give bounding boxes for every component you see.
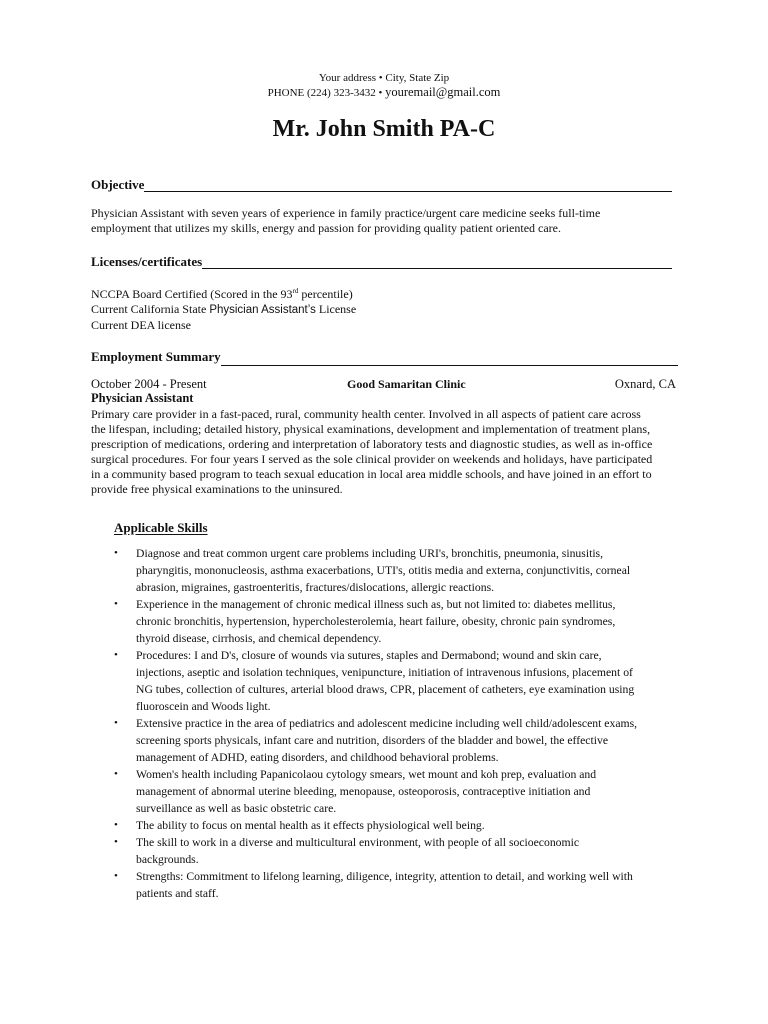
skill-line: Procedures: I and D's, closure of wounds via sutures, staples and Dermabond; wound and skin care,	[136, 649, 602, 662]
skill-line: screening sports physicals, infant care and nutrition, disorders of the bladder and bowel, the effective	[136, 734, 609, 747]
skill-line: The ability to focus on mental health as it effects physiological well being.	[136, 819, 485, 832]
skill-line: management of ADHD, eating disorders, and childhood behavioral problems.	[136, 751, 499, 764]
license-ca-role: Physician Assistant’s	[209, 304, 316, 316]
applicant-name: Mr. John Smith PA-C	[272, 116, 496, 142]
employment-heading: Employment Summary	[91, 349, 221, 364]
license-nccpa-suffix: percentile)	[298, 287, 353, 301]
license-line-dea: Current DEA license	[91, 318, 191, 332]
employment-line: in a community based program to teach sexual education in local area middle schools, and have joined in an effort to	[91, 467, 652, 481]
license-ca-prefix: Current California State	[91, 302, 210, 316]
skills-heading: Applicable Skills	[114, 520, 208, 535]
skill-line: Women's health including Papanicolaou cytology smears, wet mount and koh prep, evaluation and	[136, 768, 597, 781]
licenses-rule	[202, 268, 672, 269]
skill-line: backgrounds.	[136, 853, 199, 866]
skill-line: Diagnose and treat common urgent care problems including URI's, bronchitis, pneumonia, sinusitis,	[136, 547, 604, 560]
employment-line: prescription of medications, ordering and interpretation of laboratory tests and diagnostic studies, as well as in-office	[91, 437, 653, 451]
skill-item	[136, 868, 696, 902]
objective-line: Physician Assistant with seven years of experience in family practice/urgent care medicine seeks full-time	[91, 206, 601, 220]
skill-line: Experience in the management of chronic medical illness such as, but not limited to: diabetes mellitus,	[136, 598, 616, 611]
skill-line: Strengths: Commitment to lifelong learning, diligence, integrity, attention to detail, and working well with	[136, 870, 633, 883]
skill-line: fluoroscein and Woods light.	[136, 700, 271, 713]
bullet-icon: •	[114, 649, 118, 661]
objective-line: employment that utilizes my skills, energy and passion for providing quality patient oriented care.	[91, 221, 562, 235]
employment-header-row	[91, 376, 676, 392]
license-line-nccpa	[91, 287, 691, 302]
employer-name: Good Samaritan Clinic	[347, 377, 466, 391]
objective-rule	[144, 191, 672, 192]
skill-line: patients and staff.	[136, 887, 219, 900]
bullet-icon: •	[114, 819, 118, 831]
skill-item	[136, 545, 696, 596]
skill-line: abrasion, migraines, gastroenteritis, fractures/dislocations, allergic reactions.	[136, 581, 495, 594]
skill-line: NG tubes, collection of cultures, arterial blood draws, CPR, placement of catheters, eye examination using	[136, 683, 635, 696]
skill-line: thyroid disease, cirrhosis, and chemical dependency.	[136, 632, 382, 645]
employment-description	[91, 407, 691, 497]
license-nccpa-text: NCCPA Board Certified (Scored in the 93	[91, 287, 293, 301]
bullet-icon: •	[114, 598, 118, 610]
license-ca-suffix: License	[315, 302, 357, 316]
contact-address: Your address • City, State Zip	[318, 72, 450, 84]
licenses-heading: Licenses/certificates	[91, 254, 203, 269]
contact-phone: PHONE (224) 323-3432 •	[267, 87, 383, 99]
ordinal-suffix: rd	[292, 287, 299, 295]
employment-line: the lifespan, including; detailed history, physical examinations, development and implementation of treatment plans,	[91, 422, 651, 436]
bullet-icon: •	[114, 768, 118, 780]
skill-item	[136, 596, 696, 647]
skill-item	[136, 817, 696, 834]
contact-phone-email	[0, 85, 768, 100]
employment-line: Primary care provider in a fast-paced, rural, community health center. Involved in all aspects of patient care across	[91, 407, 641, 421]
employment-rule	[221, 365, 678, 366]
skill-item	[136, 834, 696, 868]
bullet-icon: •	[114, 547, 118, 559]
bullet-icon: •	[114, 836, 118, 848]
skill-line: chronic bronchitis, hypertension, hypercholesterolemia, heart failure, obesity, chronic pain syndromes,	[136, 615, 616, 628]
employment-line: surgical procedures. For four years I served as the sole clinical provider on weekends and holidays, have participated	[91, 452, 653, 466]
employment-location: Oxnard, CA	[614, 377, 676, 391]
skill-line: Extensive practice in the area of pediatrics and adolescent medicine including well child/adolescent exams,	[136, 717, 638, 730]
skill-item	[136, 766, 696, 817]
objective-heading: Objective	[91, 177, 145, 192]
bullet-icon: •	[114, 717, 118, 729]
license-line-california	[91, 302, 691, 318]
licenses-text	[91, 287, 691, 333]
skill-line: The skill to work in a diverse and multicultural environment, with people of all socioeconomic	[136, 836, 580, 849]
skill-item	[136, 647, 696, 715]
job-title: Physician Assistant	[91, 391, 194, 405]
contact-email: youremail@gmail.com	[385, 85, 501, 99]
skill-line: surveillance as well as basic obstetric care.	[136, 802, 337, 815]
employment-dates: October 2004 - Present	[91, 377, 207, 391]
skill-line: management of abnormal uterine bleeding, menopause, osteoporosis, contraceptive initiation and	[136, 785, 591, 798]
objective-text	[91, 206, 691, 236]
skill-line: injections, aseptic and isolation techniques, venipuncture, initiation of intravenous infusions, placement of	[136, 666, 633, 679]
skill-line: pharyngitis, mononucleosis, asthma exacerbations, UTI's, otitis media and externa, conjunctivitis, corneal	[136, 564, 631, 577]
employment-line: provide free physical examinations to the uninsured.	[91, 482, 343, 496]
bullet-icon: •	[114, 870, 118, 882]
skill-item	[136, 715, 696, 766]
